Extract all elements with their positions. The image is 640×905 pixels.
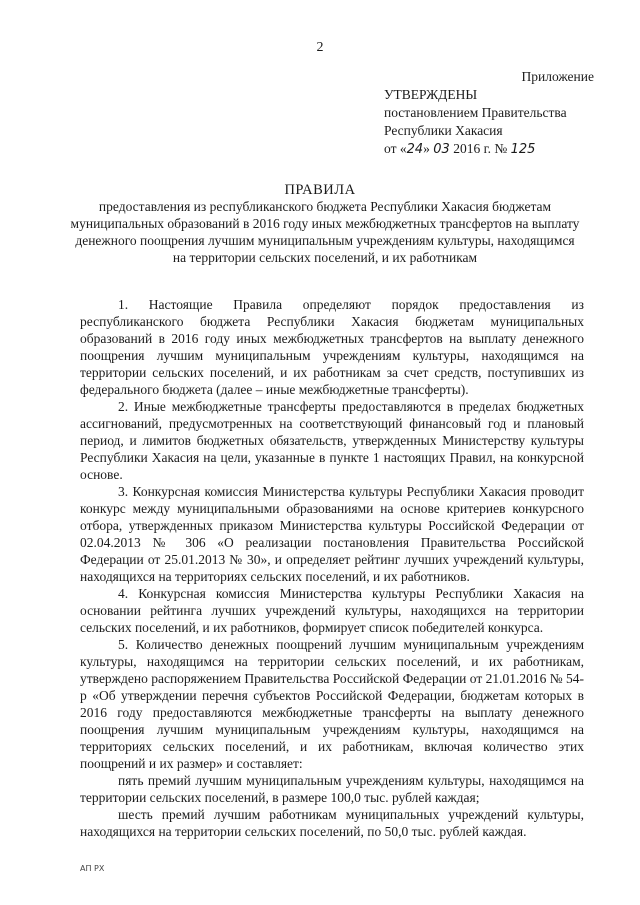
document-subtitle: предоставления из республиканского бюджета Республики Хакасия бюджетам муниципальных образований в 2016 году иных межбюджетных трансфертов на выплату денежного поощрения лучшим муниципальным учреждениям культуры, находящимся на территории сельских поселений, и их работникам (70, 199, 580, 265)
footer-code: АП РХ (80, 864, 105, 873)
date-prefix: от « (384, 141, 407, 156)
date-separator: » (423, 141, 434, 156)
document-title: ПРАВИЛА (284, 182, 356, 198)
decree-month: 03 (433, 142, 450, 157)
paragraph-1: 1. Настоящие Правила определяют порядок предоставления из республиканского бюджета Республики Хакасия бюджетам муниципальных образований в 2016 году иных межбюджетных трансфертов на выплату денежного поощрения лучшим муниципальным учреждениям культуры, находящимся на территории сельских поселений, и их работникам за счет средств, поступивших из федерального бюджета (далее – иные межбюджетные трансферты). (80, 297, 584, 397)
approved-label: УТВЕРЖДЕНЫ (384, 87, 478, 102)
paragraph-5: 5. Количество денежных поощрений лучшим муниципальным учреждениям культуры, находящимся на территории сельских поселений, и их работникам, утверждено распоряжением Правительства Российской Федерации от 21.01.2016 № 54-р «Об утверждении перечня субъектов Российской Федерации, бюджетам которых в 2016 году предоставляются межбюджетные трансферты на выплату денежного поощрения лучшим муниципальным учреждениям культуры, находящимся на территориях сельских поселений, и их работникам, включая количество этих поощрений и их размер» и составляет: (80, 637, 584, 771)
approval-block (384, 68, 624, 159)
paragraph-2: 2. Иные межбюджетные трансферты предоставляются в пределах бюджетных ассигнований, предусмотренных на соответствующий финансовый год и плановый период, и лимитов бюджетных обязательств, утвержденных Министерству культуры Республики Хакасия на цели, указанные в пункте 1 настоящих Правил, на конкурсной основе. (80, 399, 584, 482)
decree-date-line (384, 140, 624, 159)
appendix-label: Приложение (521, 69, 594, 84)
republic-label: Республики Хакасия (384, 123, 503, 138)
paragraph-4: 4. Конкурсная комиссия Министерства культуры Республики Хакасия на основании рейтинга лучших учреждений культуры, находящихся на территории сельских поселений, и их работников, формирует список победителей конкурса. (80, 586, 584, 635)
document-body (80, 296, 584, 840)
paragraph-3: 3. Конкурсная комиссия Министерства культуры Республики Хакасия проводит конкурс между муниципальными образованиями на основе критериев конкурсного отбора, утвержденных приказом Министерства культуры Российской Федерации от 02.04.2013 № 306 «О реализации постановления Правительства Российской Федерации от 25.01.2013 № 30», и определяет рейтинг лучших учреждений культуры, находящихся на территориях сельских поселений, и их работников. (80, 484, 584, 584)
decree-label: постановлением Правительства (384, 105, 567, 120)
page-number: 2 (316, 40, 324, 55)
decree-number: 125 (510, 142, 536, 157)
list-item-institutions: пять премий лучшим муниципальным учреждениям культуры, находящимся на территории сельских поселений, в размере 100,0 тыс. рублей каждая; (80, 773, 584, 805)
decree-year: 2016 г. № (449, 141, 511, 156)
decree-day: 24 (406, 142, 424, 157)
list-item-workers: шесть премий лучшим работникам муниципальных учреждений культуры, находящихся на территории сельских поселений, по 50,0 тыс. рублей каждая. (80, 807, 584, 839)
